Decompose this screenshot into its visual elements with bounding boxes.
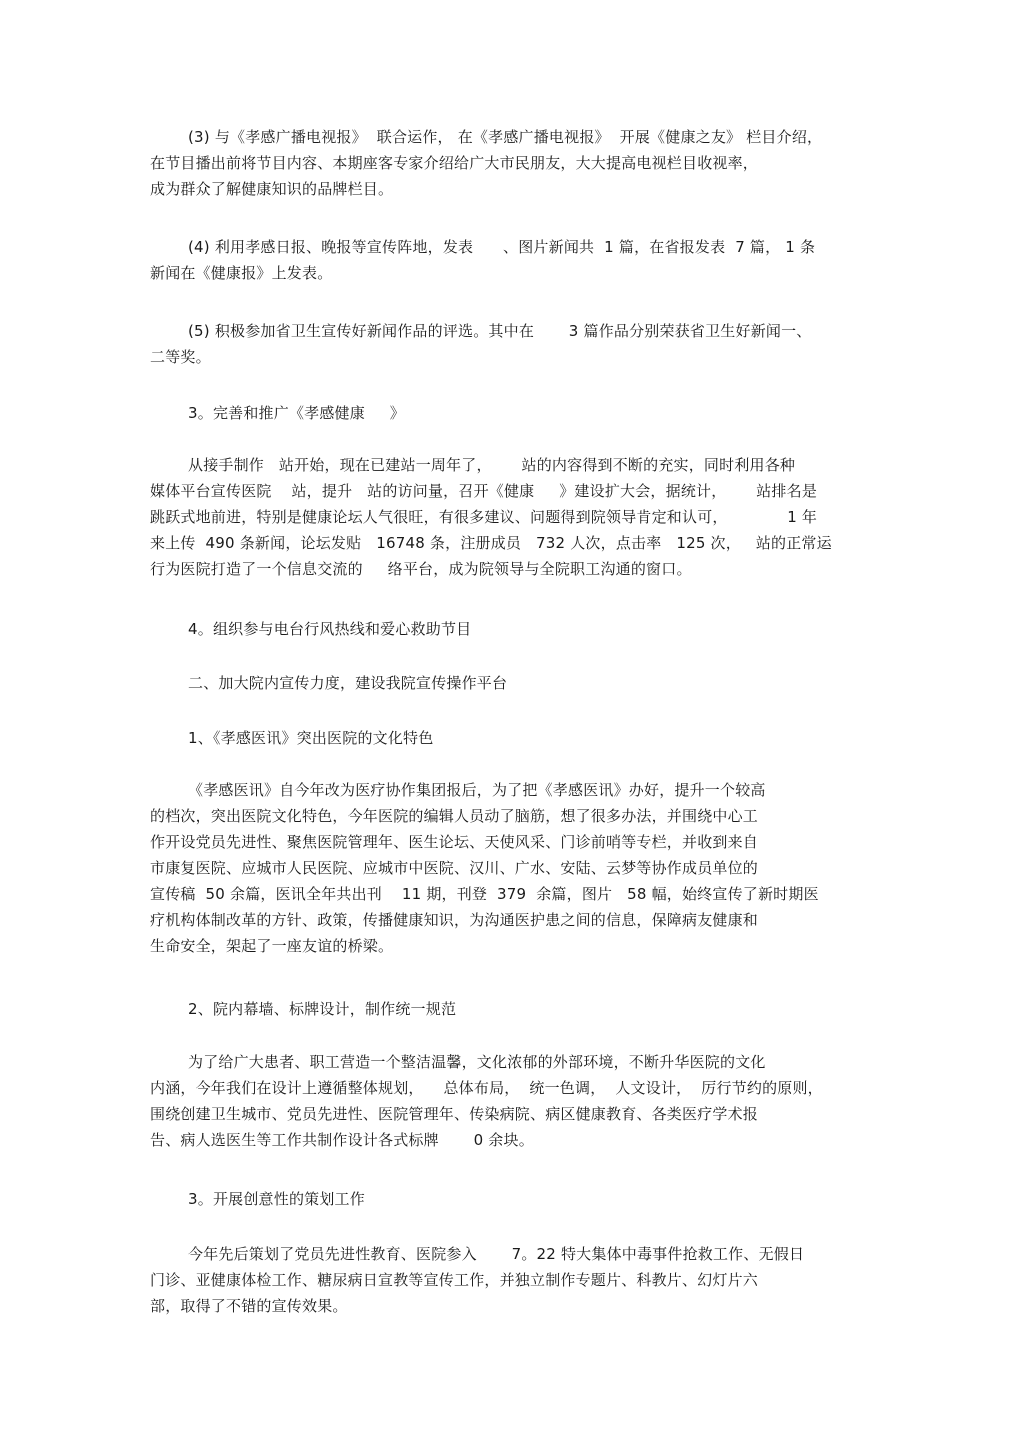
text-line: 从接手制作 站开始，现在已建站一周年了， 站的内容得到不断的充实，同时利用各种 [188,456,796,474]
text-line: (5) 积极参加省卫生宣传好新闻作品的评选。其中在 3 篇作品分别荣获省卫生好新闻一、 [188,322,812,340]
text-line: 市康复医院、应城市人民医院、应城市中医院、汉川、广水、安陆、云梦等协作成员单位的 [150,859,759,877]
text-line: 为了给广大患者、职工营造一个整洁温馨，文化浓郁的外部环境，不断升华医院的文化 [188,1053,766,1071]
text-line: 作开设党员先进性、聚焦医院管理年、医生论坛、天使风采、门诊前哨等专栏，并收到来自 [150,833,759,851]
text-line: 在节目播出前将节目内容、本期座客专家介绍给广大市民朋友，大大提高电视栏目收视率， [150,154,759,172]
paragraph-5 [150,318,865,370]
text-line: 来上传 490 条新闻，论坛发贴 16748 条，注册成员 732 人次，点击率 125 次， 站的正常运 [150,534,832,552]
text-line: 告、病人选医生等工作共制作设计各式标牌 0 余块。 [150,1131,534,1149]
text-line: 门诊、亚健康体检工作、糖尿病日宣教等宣传工作，并独立制作专题片、科教片、幻灯片六 [150,1271,759,1289]
paragraph-4 [150,234,865,286]
paragraph-3 [150,124,865,202]
section-heading [150,670,865,696]
paragraph-newsletter [150,777,865,959]
text-line: (3) 与《孝感广播电视报》 联合运作， 在《孝感广播电视报》 开展《健康之友》 栏目介绍， [188,128,823,146]
paragraph-website [150,452,865,582]
section-heading [150,996,865,1022]
text-line: 跳跃式地前进，特别是健康论坛人气很旺，有很多建议、问题得到院领导肯定和认可， 1 年 [150,508,818,526]
heading-text: 3。完善和推广《孝感健康 》 [188,404,405,422]
section-heading [150,725,865,751]
text-line: 宣传稿 50 余篇，医讯全年共出刊 11 期，刊登 379 余篇，图片 58 幅，始终宣传了新时期医 [150,885,819,903]
text-line: 《孝感医讯》自今年改为医疗协作集团报后，为了把《孝感医讯》办好，提升一个较高 [188,781,766,799]
section-heading [150,1186,865,1212]
heading-text: 1、《孝感医讯》突出医院的文化特色 [188,729,434,747]
text-line: 部，取得了不错的宣传效果。 [150,1297,348,1315]
text-line: 内涵，今年我们在设计上遵循整体规划， 总体布局， 统一色调， 人文设计， 厉行节约的原则， [150,1079,823,1097]
text-line: 围绕创建卫生城市、党员先进性、医院管理年、传染病院、病区健康教育、各类医疗学术报 [150,1105,759,1123]
section-heading [150,616,865,642]
heading-text: 二、加大院内宣传力度，建设我院宣传操作平台 [188,674,508,692]
paragraph-signage [150,1049,865,1153]
heading-text: 4。组织参与电台行风热线和爱心救助节目 [188,620,472,638]
text-line: 二等奖。 [150,348,211,366]
text-line: 今年先后策划了党员先进性教育、医院参入 7。22 特大集体中毒事件抢救工作、无假日 [188,1245,805,1263]
text-line: (4) 利用孝感日报、晚报等宣传阵地，发表 、图片新闻共 1 篇，在省报发表 7 篇， 1 条 [188,238,816,256]
text-line: 疗机构体制改革的方针、政策，传播健康知识，为沟通医护患之间的信息，保障病友健康和 [150,911,759,929]
heading-text: 3。开展创意性的策划工作 [188,1190,365,1208]
text-line: 新闻在《健康报》上发表。 [150,264,333,282]
text-line: 媒体平台宣传医院 站，提升 站的访问量，召开《健康 》建设扩大会，据统计， 站排名是 [150,482,818,500]
text-line: 成为群众了解健康知识的品牌栏目。 [150,180,394,198]
text-line: 的档次，突出医院文化特色，今年医院的编辑人员动了脑筋，想了很多办法，并围绕中心工 [150,807,759,825]
heading-text: 2、院内幕墙、标牌设计，制作统一规范 [188,1000,457,1018]
text-line: 行为医院打造了一个信息交流的 络平台，成为院领导与全院职工沟通的窗口。 [150,560,692,578]
paragraph-planning [150,1241,865,1319]
section-heading [150,400,865,426]
text-line: 生命安全，架起了一座友谊的桥梁。 [150,937,394,955]
